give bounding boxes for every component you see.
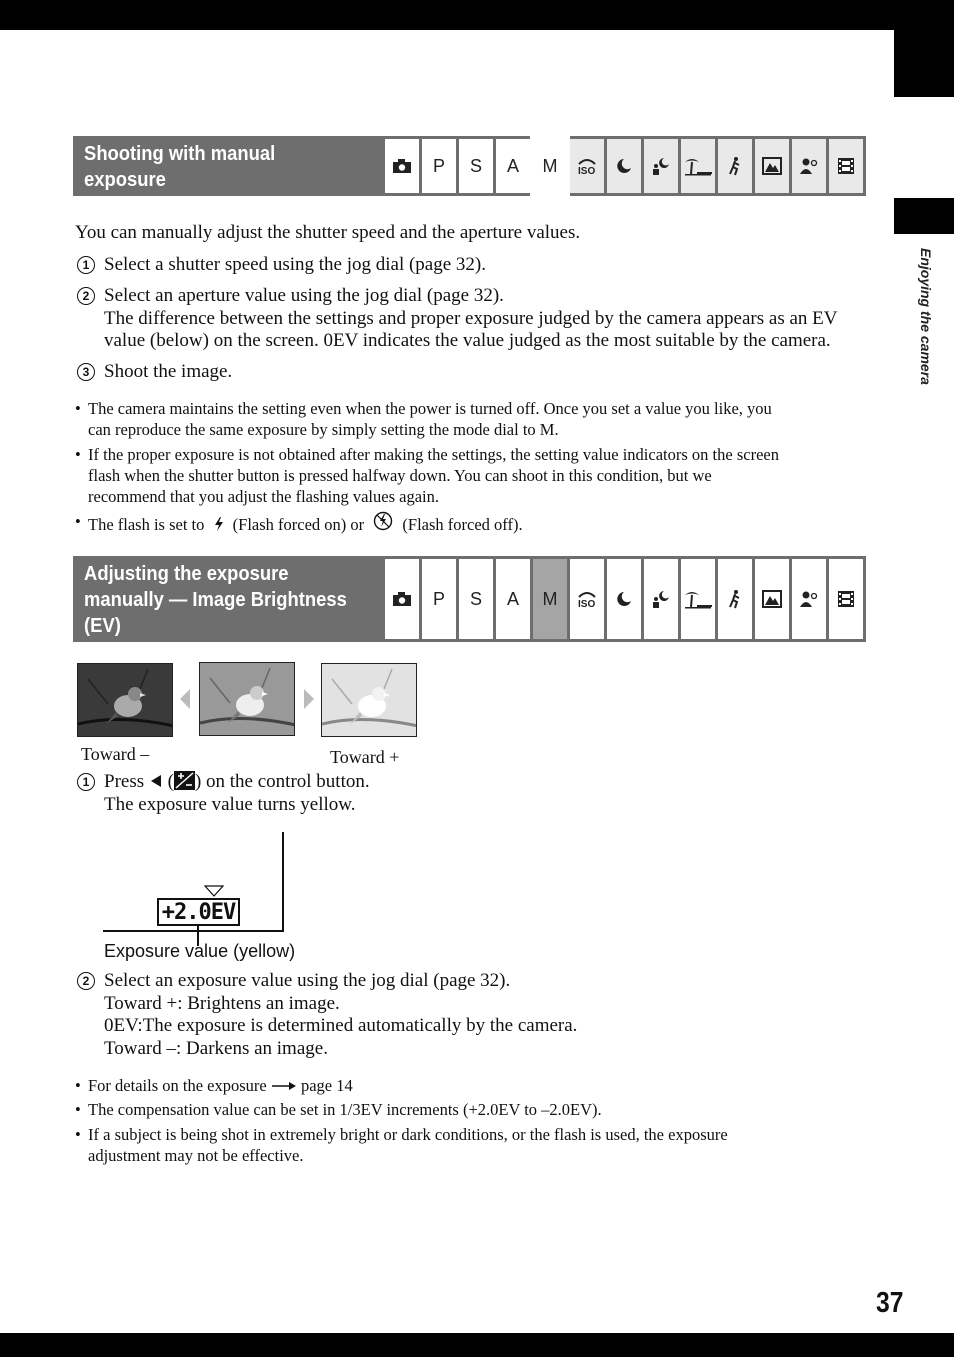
step-number-icon: 2 xyxy=(77,972,95,990)
step-number-icon: 1 xyxy=(77,773,95,791)
top-bar xyxy=(0,0,954,30)
moon-icon xyxy=(607,139,641,193)
section1-title: Shooting with manual exposure mode xyxy=(84,143,276,217)
beach-icon xyxy=(681,139,715,193)
bottom-bar xyxy=(0,1333,954,1357)
mode-a: A xyxy=(496,139,530,193)
section1-header xyxy=(73,136,866,217)
section2-step-2: 2 Select an exposure value using the jog dial (page 32). Toward +: Brightens an image. 0EV:The exposure is determined automatically by the camera. Toward –: Darkens an image. xyxy=(77,970,577,1060)
portrait-icon xyxy=(792,139,826,193)
mode-s: S xyxy=(459,139,493,193)
photo-dark-bird xyxy=(77,663,173,737)
mode-p: P xyxy=(422,559,456,639)
section2-note-2: • The compensation value can be set in 1/3EV increments (+2.0EV to –2.0EV). xyxy=(75,1099,865,1120)
portrait-icon xyxy=(792,559,826,639)
section2-step-1: 1 Press ( ) on the control button. The exposure value turns yellow. xyxy=(77,771,370,816)
step-number-icon: 1 xyxy=(77,256,95,274)
beach-icon xyxy=(681,559,715,639)
section2-title: Adjusting the exposure manually — Image Brightness (EV) xyxy=(84,563,347,637)
svg-text:ISO: ISO xyxy=(578,599,596,609)
movie-icon xyxy=(829,559,863,639)
section1-intro: You can manually adjust the shutter speed and the aperture values. xyxy=(75,222,581,243)
mode-a: A xyxy=(496,559,530,639)
mode-camera-icon xyxy=(385,139,419,193)
moon-icon xyxy=(607,559,641,639)
person-moon-icon xyxy=(644,559,678,639)
mode-s: S xyxy=(459,559,493,639)
photo-normal-bird xyxy=(199,662,295,736)
skier-icon xyxy=(718,559,752,639)
step-number-icon: 3 xyxy=(77,363,95,381)
iso-icon xyxy=(570,139,604,193)
section1-note-1: • The camera maintains the setting even when the power is turned off. Once you set a value you like, you can reproduce the same exposure by simply setting the mode dial to M. xyxy=(75,398,865,440)
screen-edge-line xyxy=(282,832,284,932)
page-number: 37 xyxy=(876,1287,904,1319)
section1-note-2: • If the proper exposure is not obtained after making the settings, the setting value indicators on the screen flash when the shutter button is pressed halfway down. You can shoot in this condition, but we recommend that you adjust the flashing values again. xyxy=(75,444,865,507)
mode-m-unavailable: M xyxy=(533,559,567,639)
chapter-tab-marker xyxy=(894,198,954,234)
section2-note-3: • If a subject is being shot in extremely bright or dark conditions, or the flash is used, the exposure adjustment may not be effective. xyxy=(75,1124,865,1166)
mode-camera-icon xyxy=(385,559,419,639)
exposure-compensation-icon xyxy=(174,771,195,790)
photo-bright-bird xyxy=(321,663,417,737)
step-number-icon: 2 xyxy=(77,287,95,305)
label-toward-plus: Toward + xyxy=(330,747,400,767)
arrow-right-icon xyxy=(304,689,314,709)
mode-m-selected: M xyxy=(533,139,567,193)
mode-dial-indicator xyxy=(385,139,863,193)
person-moon-icon xyxy=(644,139,678,193)
screen-bottom-line xyxy=(103,930,284,932)
landscape-icon xyxy=(755,559,789,639)
section2-note-1: • For details on the exposure page 14 xyxy=(75,1075,865,1096)
section1-step-2: 2 Select an aperture value using the jog dial (page 32). The difference between the settings and proper exposure judged by the camera appears as an EV value (below) on the screen. 0EV indicates the value judged as the most suitable by the camera. xyxy=(77,285,838,353)
mode-p: P xyxy=(422,139,456,193)
arrow-right-icon xyxy=(271,1076,297,1095)
movie-icon xyxy=(829,139,863,193)
flash-off-icon xyxy=(368,515,398,534)
ev-value-display: +2.0EV xyxy=(157,898,240,926)
svg-text:ISO: ISO xyxy=(578,166,596,176)
triangle-left-icon xyxy=(149,771,163,792)
section1-step-1: 1 Select a shutter speed using the jog dial (page 32). xyxy=(77,254,486,277)
arrow-left-icon xyxy=(180,689,190,709)
ev-caption: Exposure value (yellow) xyxy=(104,941,296,961)
skier-icon xyxy=(718,139,752,193)
section2-header xyxy=(73,556,866,642)
landscape-icon xyxy=(755,139,789,193)
label-toward-minus: Toward – xyxy=(81,744,150,764)
flash-on-icon xyxy=(209,515,229,534)
mode-dial-indicator xyxy=(385,559,863,639)
chapter-tab-top xyxy=(894,30,954,97)
iso-icon xyxy=(570,559,604,639)
section1-step-3: 3 Shoot the image. xyxy=(77,361,232,384)
section1-note-flash: • The flash is set to (Flash forced on) or (Flash forced off). xyxy=(75,511,865,535)
side-tab-label: Enjoying the camera xyxy=(918,248,934,385)
